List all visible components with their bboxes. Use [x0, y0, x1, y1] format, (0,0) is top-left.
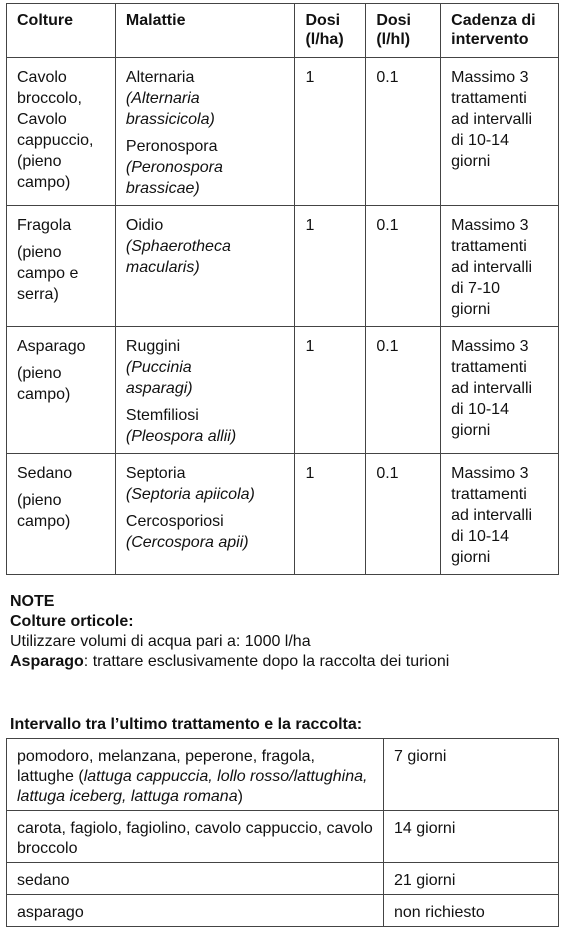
dose-hl-cell: 0.1 [366, 206, 441, 327]
treatment-table [6, 3, 559, 575]
interval-days-cell: 21 giorni [384, 863, 559, 895]
crop-line: (pieno [17, 244, 62, 261]
notes-title: NOTE [10, 593, 55, 610]
cadence-line: giorni [451, 549, 491, 566]
cadence-line: di 10-14 [451, 401, 509, 418]
table-row [7, 58, 559, 206]
interval-days-cell: 14 giorni [384, 811, 559, 863]
table-row [7, 895, 559, 927]
disease-scientific-name: (Septoria apiicola) [125, 486, 255, 503]
dose-ha-cell: 1 [295, 58, 366, 206]
header-dose-hl: Dosi (l/hl) [366, 4, 441, 58]
header-cadence: Cadenza di intervento [441, 4, 559, 58]
notes-asparagus-text: : trattare esclusivamente dopo la raccolta dei turioni [83, 653, 450, 670]
table-row [7, 863, 559, 895]
notes-water-volume: Utilizzare volumi di acqua pari a: 1000 l/ha [10, 633, 311, 650]
interval-crop-text: ) [237, 788, 243, 805]
notes-asparagus-label: Asparago [10, 653, 84, 670]
disease-scientific-name: (Sphaerotheca [125, 238, 231, 255]
cadence-cell [441, 206, 559, 327]
cadence-cell [441, 327, 559, 454]
cadence-line: di 7-10 [451, 280, 501, 297]
table-row [7, 811, 559, 863]
dose-hl-cell: 0.1 [366, 454, 441, 575]
crop-line: Asparago [17, 338, 86, 355]
interval-crop-cell [7, 895, 384, 927]
crop-cell [7, 58, 116, 206]
notes-section [10, 592, 560, 672]
disease-scientific-name: asparagi) [125, 380, 193, 397]
crop-line: (pieno [17, 492, 62, 509]
disease-scientific-name: (Peronospora [125, 159, 223, 176]
disease-scientific-name: (Puccinia [125, 359, 192, 376]
cadence-line: di 10-14 [451, 132, 509, 149]
dose-ha-cell: 1 [295, 327, 366, 454]
table-row [7, 206, 559, 327]
dose-hl-cell: 0.1 [366, 327, 441, 454]
interval-crop-text: lattuga cappuccia, lollo rosso/lattughina, lattuga iceberg, lattuga romana [17, 768, 368, 805]
interval-title: Intervallo tra l’ultimo trattamento e la raccolta: [10, 716, 363, 733]
table-row [7, 454, 559, 575]
crop-line: Cavolo [17, 111, 67, 128]
disease-name: Cercosporiosi [125, 513, 224, 530]
notes-asparagus [10, 652, 560, 672]
cadence-line: giorni [451, 422, 491, 439]
cadence-line: Massimo 3 [451, 69, 529, 86]
disease-scientific-name: macularis) [125, 259, 200, 276]
crop-line: campo) [17, 513, 71, 530]
crop-line: Cavolo [17, 69, 67, 86]
cadence-line: trattamenti [451, 90, 527, 107]
disease-name: Peronospora [125, 138, 218, 155]
disease-cell [115, 454, 295, 575]
disease-name: Oidio [125, 217, 164, 234]
header-diseases: Malattie [115, 4, 295, 58]
crop-line: broccolo, [17, 90, 82, 107]
disease-cell [115, 206, 295, 327]
crop-line: campo) [17, 174, 71, 191]
crop-cell [7, 206, 116, 327]
cadence-line: ad intervalli [451, 111, 533, 128]
crop-line: Sedano [17, 465, 73, 482]
disease-scientific-name: brassicicola) [125, 111, 215, 128]
interval-crop-text: pomodoro, melanzana, peperone, fragola, lattughe ( [17, 748, 315, 785]
cadence-line: Massimo 3 [451, 465, 529, 482]
notes-subtitle: Colture orticole: [10, 613, 134, 630]
cadence-cell [441, 454, 559, 575]
disease-scientific-name: (Pleospora allii) [125, 428, 237, 445]
interval-days-cell: non richiesto [384, 895, 559, 927]
cadence-line: trattamenti [451, 238, 527, 255]
disease-name: Alternaria [125, 69, 195, 86]
interval-crop-cell [7, 863, 384, 895]
header-crops: Colture [7, 4, 116, 58]
crop-line: campo e [17, 265, 79, 282]
disease-name: Ruggini [125, 338, 181, 355]
cadence-line: Massimo 3 [451, 217, 529, 234]
interval-crop-text: asparago [17, 904, 84, 921]
crop-line: (pieno [17, 365, 62, 382]
interval-crop-cell [7, 739, 384, 811]
cadence-line: giorni [451, 153, 491, 170]
interval-crop-cell [7, 811, 384, 863]
crop-cell [7, 454, 116, 575]
crop-line: serra) [17, 286, 59, 303]
disease-scientific-name: (Alternaria [125, 90, 200, 107]
dose-ha-cell: 1 [295, 206, 366, 327]
disease-name: Stemfiliosi [125, 407, 199, 424]
cadence-line: trattamenti [451, 486, 527, 503]
cadence-cell [441, 58, 559, 206]
disease-scientific-name: (Cercospora apii) [125, 534, 249, 551]
cadence-line: ad intervalli [451, 507, 533, 524]
cadence-line: ad intervalli [451, 380, 533, 397]
table-row [7, 739, 559, 811]
interval-table [6, 738, 559, 927]
disease-cell [115, 58, 295, 206]
crop-cell [7, 327, 116, 454]
header-dose-ha: Dosi (l/ha) [295, 4, 366, 58]
cadence-line: trattamenti [451, 359, 527, 376]
interval-days-cell: 7 giorni [384, 739, 559, 811]
disease-scientific-name: brassicae) [125, 180, 200, 197]
disease-name: Septoria [125, 465, 186, 482]
crop-line: campo) [17, 386, 71, 403]
cadence-line: Massimo 3 [451, 338, 529, 355]
dose-ha-cell: 1 [295, 454, 366, 575]
cadence-line: giorni [451, 301, 491, 318]
crop-line: (pieno [17, 153, 62, 170]
dose-hl-cell: 0.1 [366, 58, 441, 206]
crop-line: cappuccio, [17, 132, 94, 149]
cadence-line: ad intervalli [451, 259, 533, 276]
crop-line: Fragola [17, 217, 72, 234]
table-row [7, 327, 559, 454]
interval-crop-text: carota, fagiolo, fagiolino, cavolo cappuccio, cavolo broccolo [17, 820, 373, 857]
cadence-line: di 10-14 [451, 528, 509, 545]
table-header-row [7, 4, 559, 58]
interval-crop-text: sedano [17, 872, 70, 889]
disease-cell [115, 327, 295, 454]
